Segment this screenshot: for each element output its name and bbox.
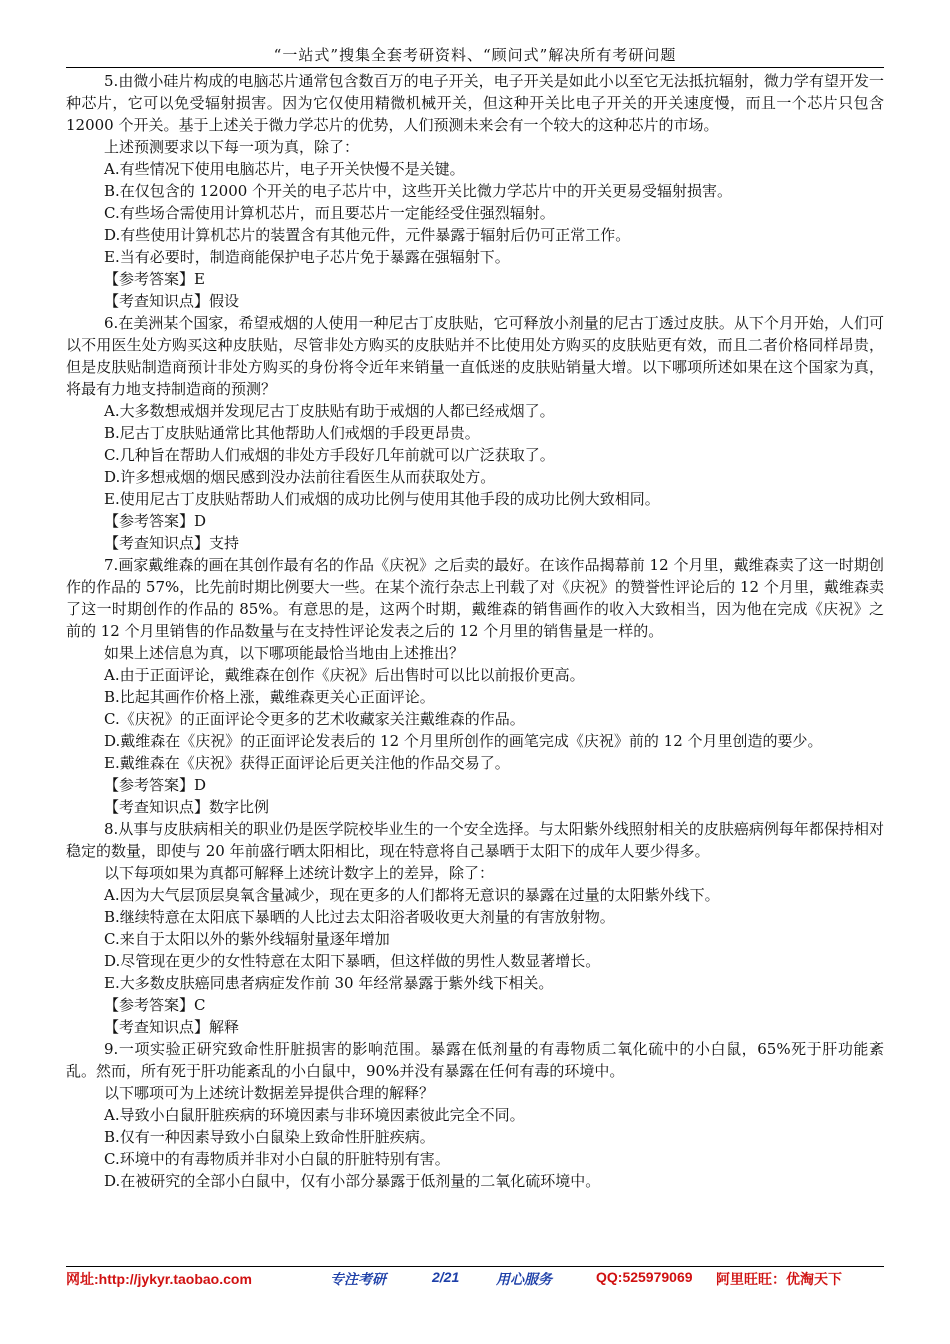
question-7-option-e: E.戴维森在《庆祝》获得正面评论后更关注他的作品交易了。	[104, 754, 510, 772]
header-divider	[66, 67, 884, 68]
question-9-option-a: A.导致小白鼠肝脏疾病的环境因素与非环境因素彼此完全不同。	[104, 1106, 525, 1124]
footer-slogan-right: 用心服务	[496, 1271, 552, 1287]
question-6-knowledge-point: 【考查知识点】支持	[104, 534, 240, 552]
question-7-stem: 7.画家戴维森的画在其创作最有名的作品《庆祝》之后卖的最好。在该作品揭幕前 12 个月里，戴维森卖了这一时期创作的作品的 57%，比先前时期比例要大一些。在某个流行杂志上刊载了对《庆祝》的赞誉性评论后的 12 个月里，戴维森卖了这一时期创作的作品的 85%。有意思的是，这两个时期，戴维森的销售画作的收入大致相当，因为他在完成《庆祝》之前的 12 个月里销售的作品数量与在支持性评论发表之后的 12 个月里的销售量是一样的。	[66, 556, 884, 640]
question-9-stem: 9.一项实验正研究致命性肝脏损害的影响范围。暴露在低剂量的有毒物质二氧化硫中的小白鼠，65%死于肝功能紊乱。然而，所有死于肝功能紊乱的小白鼠中，90%并没有暴露在任何有毒的环境中。	[66, 1040, 884, 1080]
question-6-option-d: D.许多想戒烟的烟民感到没办法前往看医生从而获取处方。	[104, 468, 496, 486]
question-8-option-a: A.因为大气层顶层臭氧含量减少，现在更多的人们都将无意识的暴露在过量的太阳紫外线下。	[104, 886, 720, 904]
question-6-option-c: C.几种旨在帮助人们戒烟的非处方手段好几年前就可以广泛获取了。	[104, 446, 555, 464]
question-9-prompt: 以下哪项可为上述统计数据差异提供合理的解释？	[104, 1084, 435, 1102]
question-5-option-c: C.有些场合需使用计算机芯片，而且要芯片一定能经受住强烈辐射。	[104, 204, 555, 222]
question-5-option-b: B.在仅包含的 12000 个开关的电子芯片中，这些开关比微力学芯片中的开关更易受辐射损害。	[104, 182, 733, 200]
question-7-option-a: A.由于正面评论，戴维森在创作《庆祝》后出售时可以比以前报价更高。	[104, 666, 585, 684]
question-5-stem: 5.由微小硅片构成的电脑芯片通常包含数百万的电子开关，电子开关是如此小以至它无法抵抗辐射，微力学有望开发一种芯片，它可以免受辐射损害。因为它仅使用精微机械开关，但这种开关比电子开关的开关速度慢，而且一个芯片只包含 12000 个开关。基于上述关于微力学芯片的优势，人们预测未来会有一个较大的这种芯片的市场。	[66, 72, 884, 134]
question-9-option-c: C.环境中的有毒物质并非对小白鼠的肝脏特别有害。	[104, 1150, 450, 1168]
footer-qq: QQ:525979069	[596, 1269, 693, 1285]
question-8-stem: 8.从事与皮肤病相关的职业仍是医学院校毕业生的一个安全选择。与太阳紫外线照射相关的皮肤癌病例每年都保持相对稳定的数量，即使与 20 年前盛行晒太阳相比，现在特意将自己暴晒于太阳下的成年人要少得多。	[66, 820, 884, 860]
question-7-option-b: B.比起其画作价格上涨，戴维森更关心正面评论。	[104, 688, 435, 706]
footer-wangwang: 阿里旺旺：优淘天下	[716, 1271, 842, 1287]
question-6-option-e: E.使用尼古丁皮肤贴帮助人们戒烟的成功比例与使用其他手段的成功比例大致相同。	[104, 490, 660, 508]
question-8-option-b: B.继续特意在太阳底下暴晒的人比过去太阳浴者吸收更大剂量的有害放射物。	[104, 908, 615, 926]
question-9-option-b: B.仅有一种因素导致小白鼠染上致命性肝脏疾病。	[104, 1128, 435, 1146]
question-6-option-a: A.大多数想戒烟并发现尼古丁皮肤贴有助于戒烟的人都已经戒烟了。	[104, 402, 555, 420]
question-5-prompt: 上述预测要求以下每一项为真，除了：	[104, 138, 360, 156]
footer-website-link[interactable]: 网址:http://jykyr.taobao.com	[66, 1271, 252, 1287]
question-5-answer: 【参考答案】E	[104, 270, 205, 288]
question-7-knowledge-point: 【考查知识点】数字比例	[104, 798, 270, 816]
question-8-option-d: D.尽管现在更少的女性特意在太阳下暴晒，但这样做的男性人数显著增长。	[104, 952, 601, 970]
question-8-knowledge-point: 【考查知识点】解释	[104, 1018, 240, 1036]
question-8-option-e: E.大多数皮肤癌同患者病症发作前 30 年经常暴露于紫外线下相关。	[104, 974, 554, 992]
question-8-prompt: 以下每项如果为真都可解释上述统计数字上的差异，除了：	[104, 864, 495, 882]
page-header: “一站式”搜集全套考研资料、“顾问式”解决所有考研问题	[273, 46, 677, 64]
question-6-option-b: B.尼古丁皮肤贴通常比其他帮助人们戒烟的手段更昂贵。	[104, 424, 480, 442]
page-footer	[66, 1269, 884, 1291]
footer-page-number: 2/21	[432, 1269, 460, 1285]
document-body	[66, 70, 884, 1192]
question-7-option-c: C.《庆祝》的正面评论令更多的艺术收藏家关注戴维森的作品。	[104, 710, 525, 728]
question-7-option-d: D.戴维森在《庆祝》的正面评论发表后的 12 个月里所创作的画笔完成《庆祝》前的 12 个月里创造的要少。	[104, 732, 823, 750]
question-6-stem: 6.在美洲某个国家，希望戒烟的人使用一种尼古丁皮肤贴，它可释放小剂量的尼古丁透过皮肤。从下个月开始，人们可以不用医生处方购买这种皮肤贴，尽管非处方购买的皮肤贴并不比使用处方购买的皮肤贴更有效，而且二者价格同样昂贵，但是皮肤贴制造商预计非处方购买的身份将令近年来销量一直低迷的皮肤贴销量大增。以下哪项所述如果在这个国家为真，将最有力地支持制造商的预测？	[66, 314, 884, 398]
question-8-answer: 【参考答案】C	[104, 996, 206, 1014]
question-5-option-d: D.有些使用计算机芯片的装置含有其他元件，元件暴露于辐射后仍可正常工作。	[104, 226, 631, 244]
question-5-option-e: E.当有必要时，制造商能保护电子芯片免于暴露在强辐射下。	[104, 248, 510, 266]
question-7-answer: 【参考答案】D	[104, 776, 207, 794]
question-8-option-c: C.来自于太阳以外的紫外线辐射量逐年增加	[104, 930, 390, 948]
question-5-knowledge-point: 【考查知识点】假设	[104, 292, 240, 310]
question-6-answer: 【参考答案】D	[104, 512, 207, 530]
question-7-prompt: 如果上述信息为真，以下哪项能最恰当地由上述推出？	[104, 644, 465, 662]
footer-slogan-left: 专注考研	[330, 1271, 386, 1287]
question-9-option-d: D.在被研究的全部小白鼠中，仅有小部分暴露于低剂量的二氧化硫环境中。	[104, 1172, 601, 1190]
footer-divider	[66, 1266, 884, 1267]
question-5-option-a: A.有些情况下使用电脑芯片，电子开关快慢不是关键。	[104, 160, 465, 178]
